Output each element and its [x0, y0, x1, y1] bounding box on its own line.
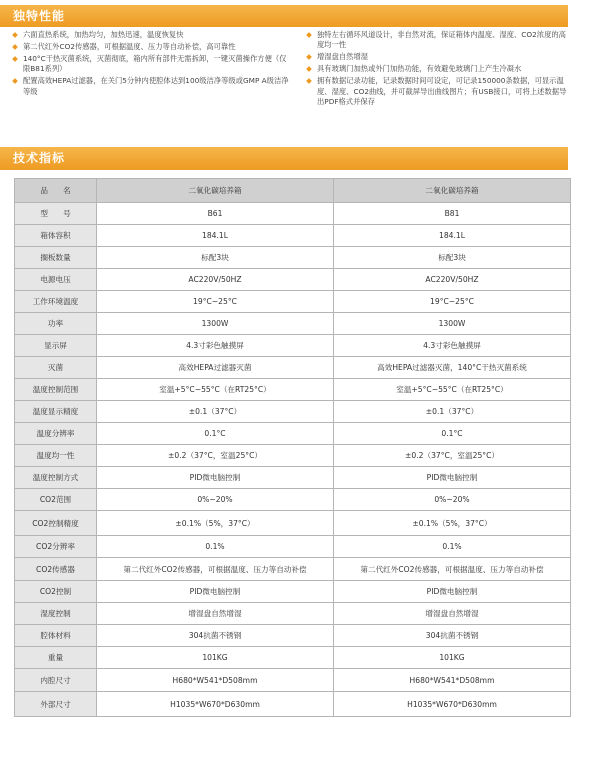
row-value-cell: 高效HEPA过滤器灭菌，140°C干热灭菌系统 [334, 357, 571, 379]
feature-item: 140°C干热灭菌系统，灭菌彻底，箱内所有部件无需拆卸，一键灭菌操作方便（仅限B81系列） [12, 54, 290, 75]
row-value-cell: H680*W541*D508mm [334, 669, 571, 692]
table-row [15, 511, 571, 536]
row-label-cell: 湿度控制 [15, 603, 97, 625]
section-title-features: 独特性能 [0, 5, 568, 27]
row-value-cell: 101KG [334, 647, 571, 669]
bullet-diamond-icon [306, 32, 312, 38]
feature-item: 增湿盘自然增湿 [306, 52, 570, 62]
row-value-cell: 增湿盘自然增湿 [334, 603, 571, 625]
row-value-cell: 19°C~25°C [97, 291, 334, 313]
row-value-cell: H1035*W670*D630mm [97, 692, 334, 717]
row-value-cell: PID微电脑控制 [97, 581, 334, 603]
table-row [15, 603, 571, 625]
row-value-cell: 高效HEPA过滤器灭菌 [97, 357, 334, 379]
header-cell: 二氧化碳培养箱 [334, 179, 571, 203]
table-row [15, 467, 571, 489]
row-value-cell: 4.3寸彩色触摸屏 [97, 335, 334, 357]
row-value-cell: 0%~20% [334, 489, 571, 511]
row-value-cell: H1035*W670*D630mm [334, 692, 571, 717]
bullet-diamond-icon [12, 44, 18, 50]
table-row [15, 692, 571, 717]
row-value-cell: ±0.1%（5%，37°C） [97, 511, 334, 536]
row-label-cell: 显示屏 [15, 335, 97, 357]
row-value-cell: 室温+5°C~55°C（在RT25°C） [97, 379, 334, 401]
row-label-cell: CO2范围 [15, 489, 97, 511]
section-title-specs: 技术指标 [0, 147, 568, 170]
row-label-cell: 温度显示精度 [15, 401, 97, 423]
row-label-cell: CO2传感器 [15, 558, 97, 581]
row-value-cell: 304抗菌不锈钢 [97, 625, 334, 647]
row-label-cell: 温度均一性 [15, 445, 97, 467]
table-header-row [15, 179, 571, 203]
table-row [15, 489, 571, 511]
table-row [15, 423, 571, 445]
row-label-cell: 型 号 [15, 203, 97, 225]
row-value-cell: AC220V/50HZ [97, 269, 334, 291]
row-label-cell: 温度控制方式 [15, 467, 97, 489]
table-row [15, 203, 571, 225]
row-label-cell: 温度控制范围 [15, 379, 97, 401]
table-row [15, 291, 571, 313]
bullet-diamond-icon [306, 78, 312, 84]
row-value-cell: 0.1°C [334, 423, 571, 445]
row-value-cell: AC220V/50HZ [334, 269, 571, 291]
row-label-cell: CO2分辨率 [15, 536, 97, 558]
feature-item: 配置高效HEPA过滤器，在关门5分钟内使腔体达到100级洁净等级或GMP A级洁净等级 [12, 76, 290, 97]
row-value-cell: B61 [97, 203, 334, 225]
row-value-cell: 184.1L [97, 225, 334, 247]
feature-item: 具有玻璃门加热或外门加热功能，有效避免玻璃门上产生冷凝水 [306, 64, 570, 74]
row-label-cell: 灭菌 [15, 357, 97, 379]
header-cell: 品 名 [15, 179, 97, 203]
feature-item: 独特左右循环风道设计，非自然对流，保证箱体内温度、湿度、CO2浓度的高度均一性 [306, 30, 570, 51]
row-value-cell: 第二代红外CO2传感器，可根据温度、压力等自动补偿 [97, 558, 334, 581]
table-row [15, 581, 571, 603]
table-row [15, 379, 571, 401]
row-value-cell: PID微电脑控制 [334, 581, 571, 603]
row-value-cell: 0%~20% [97, 489, 334, 511]
table-row [15, 558, 571, 581]
row-value-cell: 0.1°C [97, 423, 334, 445]
feature-item: 第二代红外CO2传感器，可根据温度、压力等自动补偿，高可靠性 [12, 42, 290, 52]
table-row [15, 536, 571, 558]
row-value-cell: 1300W [334, 313, 571, 335]
bullet-diamond-icon [306, 54, 312, 60]
row-label-cell: 箱体容积 [15, 225, 97, 247]
header-cell: 二氧化碳培养箱 [97, 179, 334, 203]
row-value-cell: 增湿盘自然增湿 [97, 603, 334, 625]
row-value-cell: ±0.1（37°C） [97, 401, 334, 423]
row-label-cell: 搁板数量 [15, 247, 97, 269]
row-value-cell: ±0.1%（5%，37°C） [334, 511, 571, 536]
row-value-cell: 19°C~25°C [334, 291, 571, 313]
row-value-cell: 4.3寸彩色触摸屏 [334, 335, 571, 357]
row-label-cell: 工作环境温度 [15, 291, 97, 313]
row-value-cell: 标配3块 [97, 247, 334, 269]
table-row [15, 401, 571, 423]
row-label-cell: 功率 [15, 313, 97, 335]
row-value-cell: 304抗菌不锈钢 [334, 625, 571, 647]
row-value-cell: PID微电脑控制 [97, 467, 334, 489]
feature-column-right [306, 30, 570, 109]
row-value-cell: ±0.1（37°C） [334, 401, 571, 423]
feature-column-left [12, 30, 290, 109]
table-row [15, 357, 571, 379]
row-value-cell: 第二代红外CO2传感器，可根据温度、压力等自动补偿 [334, 558, 571, 581]
row-value-cell: 0.1% [334, 536, 571, 558]
spec-table [14, 178, 571, 717]
bullet-diamond-icon [306, 66, 312, 72]
row-value-cell: 0.1% [97, 536, 334, 558]
row-label-cell: 重量 [15, 647, 97, 669]
row-value-cell: 标配3块 [334, 247, 571, 269]
row-value-cell: 184.1L [334, 225, 571, 247]
table-row [15, 445, 571, 467]
row-label-cell: 电源电压 [15, 269, 97, 291]
row-value-cell: B81 [334, 203, 571, 225]
row-value-cell: 101KG [97, 647, 334, 669]
table-row [15, 247, 571, 269]
row-label-cell: CO2控制 [15, 581, 97, 603]
table-row [15, 269, 571, 291]
table-row [15, 225, 571, 247]
row-label-cell: 温度分辨率 [15, 423, 97, 445]
feature-item: 六面直热系统，加热均匀，加热迅速，温度恢复快 [12, 30, 290, 40]
bullet-diamond-icon [12, 78, 18, 84]
bullet-diamond-icon [12, 56, 18, 62]
table-row [15, 625, 571, 647]
row-label-cell: CO2控制精度 [15, 511, 97, 536]
row-label-cell: 外部尺寸 [15, 692, 97, 717]
feature-list [12, 30, 570, 109]
table-row [15, 313, 571, 335]
row-value-cell: H680*W541*D508mm [97, 669, 334, 692]
feature-item: 拥有数据记录功能，记录数据时间可设定，可记录150000条数据，可显示温度、湿度、CO2曲线，并可截屏导出曲线图片；有USB接口，可将上述数据导出PDF格式并保存 [306, 76, 570, 107]
bullet-diamond-icon [12, 32, 18, 38]
row-label-cell: 腔体材料 [15, 625, 97, 647]
row-value-cell: ±0.2（37°C，室温25°C） [97, 445, 334, 467]
table-row [15, 335, 571, 357]
table-row [15, 647, 571, 669]
table-row [15, 669, 571, 692]
row-value-cell: 室温+5°C~55°C（在RT25°C） [334, 379, 571, 401]
row-label-cell: 内腔尺寸 [15, 669, 97, 692]
row-value-cell: ±0.2（37°C，室温25°C） [334, 445, 571, 467]
row-value-cell: 1300W [97, 313, 334, 335]
row-value-cell: PID微电脑控制 [334, 467, 571, 489]
